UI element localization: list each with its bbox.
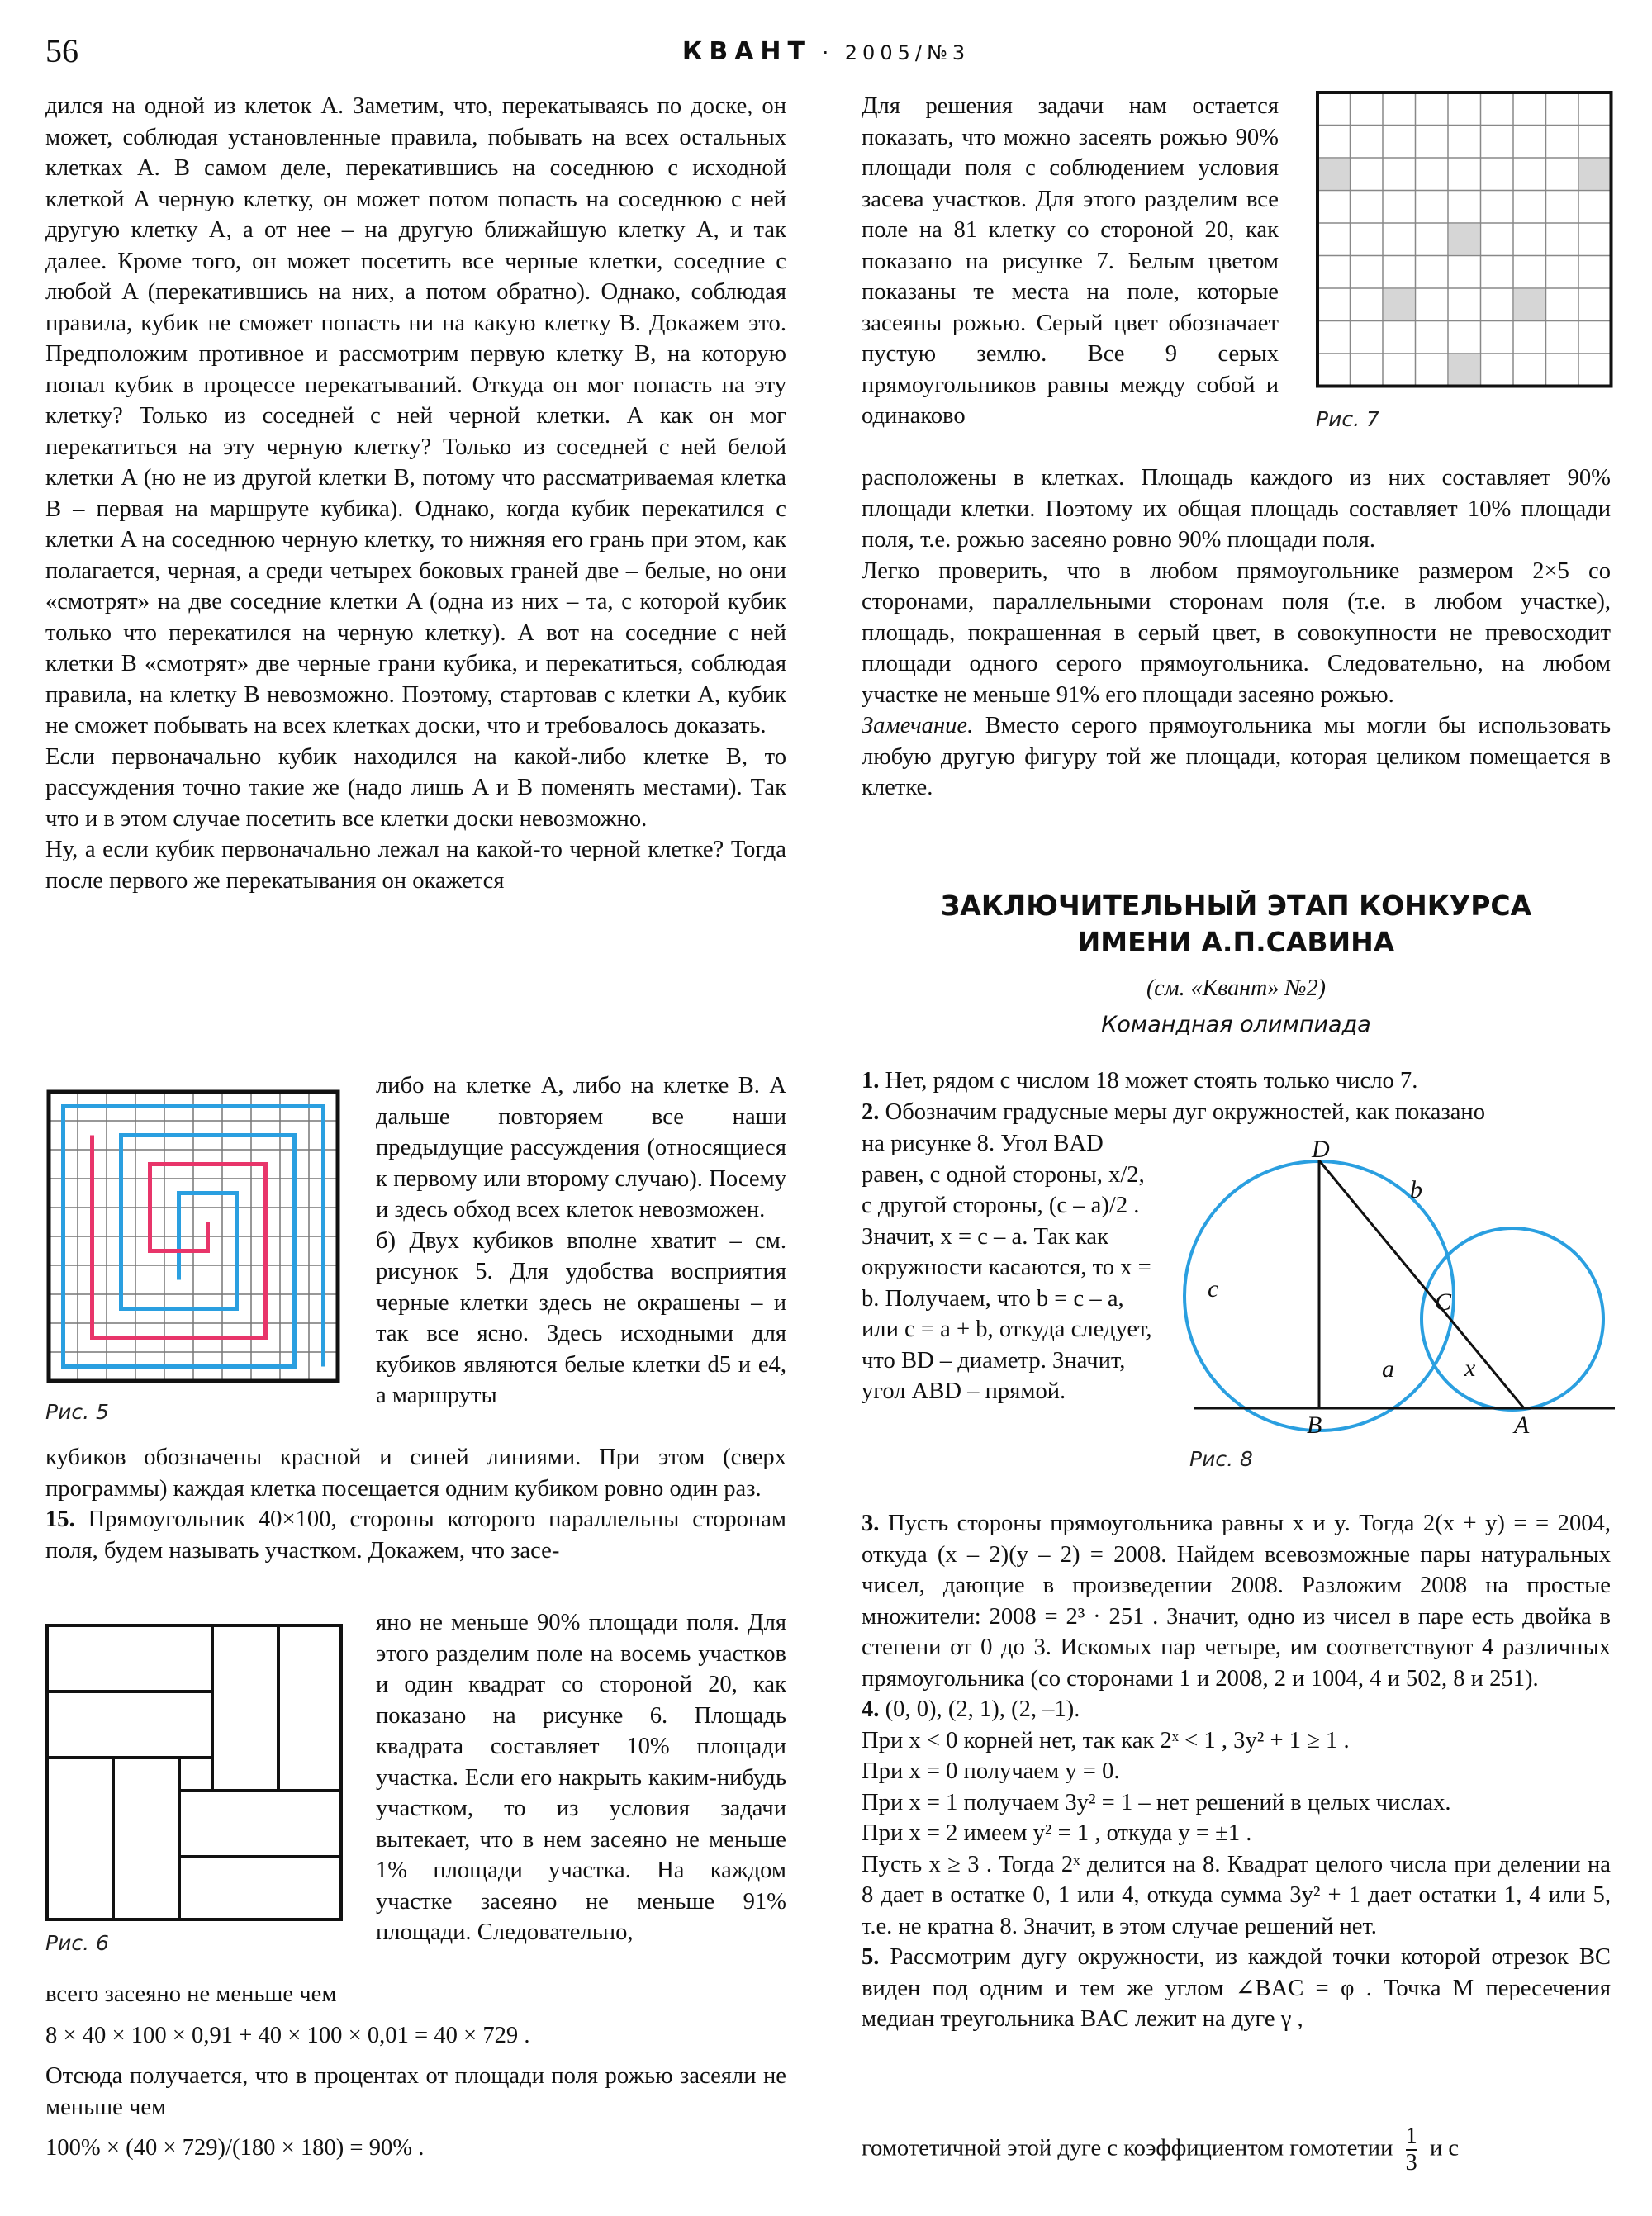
figure-8-caption: Рис. 8 — [1189, 1447, 1253, 1471]
answer-1 — [862, 1065, 1611, 1097]
right-wrap-1 — [862, 91, 1279, 432]
label-c-point: C — [1435, 1288, 1452, 1316]
paragraph: б) Двух кубиков вполне хватит – см. рисунок 5. Для удобства восприятия черные клетки здесь не окрашены – и так все ясно. Здесь исходными для кубиков являются белые клетки d5 и e4, а маршруты — [376, 1227, 786, 1408]
label-d: D — [1312, 1136, 1330, 1163]
answer-4-line: При x = 2 имеем y² = 1 , откуда y = ±1 . — [862, 1820, 1252, 1846]
paragraph: Отсюда получается, что в процентах от площади поля рожью засеяли не меньше чем — [45, 2063, 786, 2120]
figure-7-caption: Рис. 7 — [1316, 407, 1379, 431]
section-title-line-1: ЗАКЛЮЧИТЕЛЬНЫЙ ЭТАП КОНКУРСА — [940, 890, 1532, 922]
answer-5-end — [862, 2124, 1611, 2176]
paragraph: расположены в клетках. Площадь каждого из них составляет 90% площади клетки. Поэтому их общая площадь составляет 10% площади поля, т.е. рожью засеяно ровно 90% площади поля. — [862, 465, 1611, 553]
answer-text: Нет, рядом с числом 18 может стоять только число 7. — [879, 1068, 1418, 1094]
left-block-3 — [45, 1979, 786, 2164]
label-a-point: A — [1514, 1412, 1530, 1439]
gray-plot — [1514, 289, 1545, 320]
figure-5-caption: Рис. 5 — [45, 1400, 109, 1424]
left-block-2 — [45, 1442, 786, 1566]
answer-3 — [862, 1508, 1611, 1694]
label-b-point: B — [1307, 1412, 1322, 1439]
answer-text: Рассмотрим дугу окружности, из каждой точки которой отрезок BC виден под одним и тем же углом ∠BAC = φ . Точка M пересечения медиан треугольника BAC лежит на дуге γ , — [862, 1944, 1611, 2032]
paragraph: Легко проверить, что в любом прямоугольнике размером 2×5 со сторонами, параллельными сторонам поля (т.е. в любом участке), площадь, покрашенная в серый цвет, в совокупности не превосходит площади одного серого прямоугольника. Следовательно, на любом участке не меньше 91% его площади засеяно рожью. — [862, 558, 1611, 708]
gray-plot — [1449, 224, 1480, 255]
paragraph: Если первоначально кубик находился на какой-либо клетке B, то рассуждения точно такие же (надо лишь A и B поменять местами). Так что и в этом случае посетить все клетки доски невозможно. — [45, 743, 786, 832]
paragraph: дился на одной из клеток A. Заметим, что, перекатываясь по доске, он может, соблюдая установленные правила, побывать на всех остальных клетках A. В самом деле, перекатившись на соседнюю с исходной клеткой A черную клетку, он может потом попасть на соседнюю с ней другую клетку A, а от нее – на другую ближайшую клетку A, и так далее. Кроме того, он может посетить все черные клетки, соседние с любой A (перекатившись на них, а потом обратно). Однако, соблюдая правила, кубик не сможет попасть ни на какую клетку B. Докажем это. Предположим противное и рассмотрим первую клетку B, на которую попал кубик в процессе перекатываний. Откуда он мог попасть на эту клетку? Только из соседней с ней черной клетки. А как он мог перекатиться на эту черную клетку? Только из соседней с ней белой клетки A (но не из другой клетки B, потому что рассматриваемая клетка B – первая на маршруте кубика). Однако, когда кубик перекатился с клетки A на соседнюю черную клетку, то нижняя его грань при этом, как полагается, черная, а среди четырех боковых граней две – белые, но они «смотрят» на две соседние клетки A (одна из них – та, с которой кубик только что перекатился на черную клетку). А вот на соседние с ней клетки B «смотрят» две черные грани кубика, и перекатиться, соблюдая правила, на клетку B невозможно. Поэтому, стартовав с клетки A, кубик не сможет побывать на всех клетках доски, что и требовалось доказать. — [45, 93, 786, 738]
paragraph: яно не меньше 90% площади поля. Для этого разделим поле на восемь участков и один квадрат со стороной 20, как показано на рисунке 6. Площадь квадрата составляет 10% площади участка. Если его накрыть каким-нибудь участком, то из условия задачи вытекает, что в нем засеяно не меньше 1% площади участка. На каждом участке засеяно не меньше 91% площади. Следовательно, — [376, 1610, 786, 1945]
section-title-line-2: ИМЕНИ А.П.САВИНА — [1077, 926, 1395, 958]
label-b: b — [1410, 1176, 1422, 1203]
running-head — [0, 37, 1652, 66]
label-a: a — [1382, 1355, 1394, 1383]
gray-plot — [1318, 159, 1350, 190]
fraction-one-third — [1406, 2124, 1417, 2176]
paragraph: либо на клетке A, либо на клетке B. А дальше повторяем все наши предыдущие рассуждения (относящиеся к первому или второму случаю). Посему и здесь обход всех клеток невозможен. — [376, 1073, 786, 1222]
figure-8-tangent-circles — [1177, 1136, 1623, 1450]
answer-text: и с — [1429, 2135, 1460, 2161]
gray-plot — [1449, 354, 1480, 386]
fraction-denominator: 3 — [1405, 2150, 1417, 2176]
section-heading — [862, 888, 1611, 1037]
paragraph: кубиков обозначены красной и синей линиями. При этом (сверх программы) каждая клетка посещается одним кубиком ровно один раз. — [45, 1445, 786, 1502]
gray-plot — [1384, 289, 1415, 320]
answer-text: Обозначим градусные меры дуг окружностей, как показано — [879, 1099, 1486, 1125]
remark-text: Вместо серого прямоугольника мы могли бы использовать любую другую фигуру той же площади, которая целиком помещается в клетке. — [862, 713, 1611, 800]
answer-4-line: Пусть x ≥ 3 . Тогда 2ˣ делится на 8. Квадрат целого числа при делении на 8 дает в остатке 0, 1 или 4, откуда сумма 3y² + 1 дает остатки 1, 4 или 5, т.е. не кратна 8. Значит, в этом случае решений нет. — [862, 1851, 1611, 1939]
figure-5-spiral-board — [45, 1089, 341, 1384]
answer-text: гомотетичной этой дуге с коэффициентом гомотетии — [862, 2135, 1393, 2161]
paragraph-text: Прямоугольник 40×100, стороны которого параллельны сторонам поля, будем называть участком. Докажем, что засе- — [45, 1507, 786, 1564]
answer-text: (0, 0), (2, 1), (2, –1). — [879, 1696, 1080, 1722]
answer-number: 2. — [862, 1099, 880, 1125]
page-number: 56 — [45, 32, 78, 69]
figure-6-field-partition — [45, 1624, 343, 1921]
left-wrap-2 — [376, 1607, 786, 1948]
right-block-2 — [862, 463, 1611, 804]
left-column — [45, 91, 786, 896]
answer-text: Пусть стороны прямоугольника равны x и y. Тогда 2(x + y) = = 2004, откуда (x – 2)(y – 2) = 2008. Найдем всевозможные пары натуральных чисел, дающие в произведении 2008. Разложим 2008 на простые множители: 2008 = 2³ · 251 . Значит, одно из чисел в паре есть двойка в степени от 0 до 3. Искомых пар четыре, им соответствуют 4 различных прямоугольника (со сторонами 1 и 2008, 2 и 1004, 4 и 502, 8 и 251). — [862, 1511, 1611, 1692]
answer-2-wrap — [862, 1128, 1159, 1407]
issue-number: · 2005/№3 — [822, 41, 971, 64]
formula-2: 100% × (40 × 729)/(180 × 180) = 90% . — [45, 2135, 425, 2161]
answer-number: 4. — [862, 1696, 880, 1722]
paragraph: всего засеяно не меньше чем — [45, 1981, 337, 2007]
answer-5 — [862, 1942, 1611, 2035]
answer-4-line: При x = 1 получаем 3y² = 1 – нет решений в целых числах. — [862, 1789, 1451, 1815]
figure-7-field-grid — [1316, 91, 1613, 388]
answer-2-head — [862, 1097, 1611, 1128]
paragraph — [862, 2124, 1611, 2176]
answers-1-2 — [862, 1065, 1611, 1127]
gray-plot — [1579, 159, 1611, 190]
section-reference: (см. «Квант» №2) — [1146, 975, 1326, 1001]
paragraph: Для решения задачи нам остается показать, что можно засеять рожью 90% площади поля с соблюдением условия засева участков. Для этого разделим все поле на 81 клетку со стороной 20, как показано на рисунке 7. Белым цветом показаны те места на поле, которые засеяны рожью. Серый цвет обозначает пустую землю. Все 9 серых прямоугольников равны между собой и одинаково — [862, 93, 1279, 429]
label-c: c — [1208, 1275, 1219, 1303]
paragraph: на рисунке 8. Угол BAD равен, с одной стороны, x/2, с другой стороны, (c – a)/2 . Значит, x = c – a. Так как окружности касаются, то x = b. Получаем, что b = c – a, или c = a + b, откуда следует, что BD – диаметр. Значит, угол ABD – прямой. — [862, 1131, 1152, 1404]
remark — [862, 710, 1611, 804]
answer-number: 1. — [862, 1068, 880, 1094]
answer-number: 5. — [862, 1944, 880, 1970]
formula-1: 8 × 40 × 100 × 0,91 + 40 × 100 × 0,01 = 40 × 729 . — [45, 2022, 530, 2048]
label-x: x — [1464, 1355, 1476, 1382]
journal-name: КВАНТ — [681, 37, 812, 66]
problem-number: 15. — [45, 1507, 75, 1532]
answer-4-line: При x < 0 корней нет, так как 2ˣ < 1 , 3y² + 1 ≥ 1 . — [862, 1727, 1350, 1753]
paragraph: Ну, а если кубик первоначально лежал на какой-то черной клетке? Тогда после первого же перекатывания он окажется — [45, 837, 786, 894]
remark-label: Замечание. — [862, 713, 974, 738]
figure-6-caption: Рис. 6 — [45, 1931, 109, 1955]
paragraph — [45, 1504, 786, 1566]
page-header — [0, 0, 1652, 91]
answer-number: 3. — [862, 1511, 880, 1536]
answer-4-line: При x = 0 получаем y = 0. — [862, 1758, 1120, 1784]
fraction-numerator: 1 — [1405, 2123, 1417, 2149]
section-subtitle: Командная олимпиада — [1101, 1012, 1371, 1037]
answers-3-5 — [862, 1508, 1611, 2035]
left-wrap-1 — [376, 1070, 786, 1412]
answer-4 — [862, 1694, 1611, 1725]
